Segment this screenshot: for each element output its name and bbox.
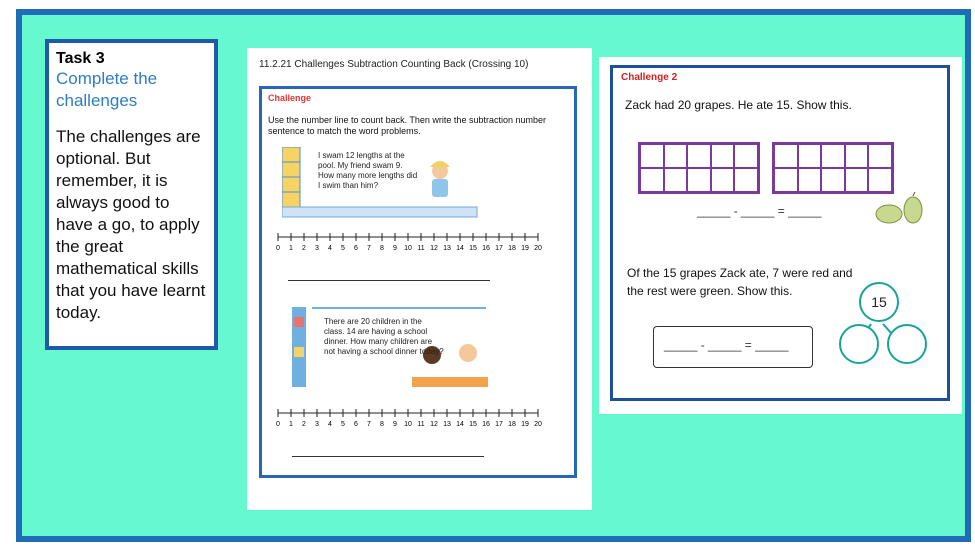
challenge-2-question-2: Of the 15 grapes Zack ate, 7 were red and the rest were green. Show this.: [627, 266, 853, 298]
number-line-label: 17: [495, 421, 503, 427]
number-line-label: 11: [417, 421, 425, 427]
number-line-label: 18: [508, 421, 516, 427]
number-line-label: 1: [289, 421, 293, 427]
number-line-label: 6: [354, 245, 358, 251]
number-line-label: 4: [328, 421, 332, 427]
number-line-label: 1: [289, 245, 293, 251]
number-line-label: 20: [534, 245, 542, 251]
number-line-label: 2: [302, 245, 306, 251]
challenge-2-label: Challenge 2: [621, 72, 678, 83]
problem-1-text: I swam 12 lengths at the pool. My friend swam 9. How many more lengths did I swim than him?: [318, 151, 418, 190]
challenge-2-card: [599, 57, 962, 414]
number-line-label: 12: [430, 245, 438, 251]
number-line-label: 9: [393, 245, 397, 251]
task-title: Task 3: [56, 50, 105, 67]
grapes-icon: [873, 192, 925, 226]
equation-2: _____ - _____ = _____: [664, 338, 789, 352]
challenge-instructions: Use the number line to count back. Then write the subtraction number sentence to match the word problems.: [268, 115, 546, 136]
part-circle-2: [887, 324, 927, 364]
number-line-label: 0: [276, 245, 280, 251]
number-line-label: 6: [354, 421, 358, 427]
number-line-label: 15: [469, 245, 477, 251]
number-line-label: 0: [276, 421, 280, 427]
number-line-label: 3: [315, 421, 319, 427]
number-line-label: 20: [534, 421, 542, 427]
ten-frame-1: [638, 142, 760, 194]
challenge-2-box: [610, 65, 950, 401]
number-line-label: 14: [456, 245, 464, 251]
number-line-label: 5: [341, 245, 345, 251]
number-line-label: 11: [417, 245, 425, 251]
number-line-label: 8: [380, 421, 384, 427]
number-line-label: 19: [521, 421, 529, 427]
task-panel: [45, 39, 218, 350]
number-line-label: 12: [430, 421, 438, 427]
number-line-label: 8: [380, 245, 384, 251]
number-line-label: 19: [521, 245, 529, 251]
number-line-label: 7: [367, 421, 371, 427]
number-line-1: [274, 231, 544, 251]
number-line-label: 13: [443, 245, 451, 251]
number-line-label: 17: [495, 245, 503, 251]
whole-circle: 15: [859, 282, 899, 322]
equation-1: _____ - _____ = _____: [697, 204, 822, 218]
number-line-label: 3: [315, 245, 319, 251]
number-line-label: 2: [302, 421, 306, 427]
number-line-label: 16: [482, 245, 490, 251]
part-circle-1: [839, 324, 879, 364]
challenge-label: Challenge: [268, 93, 312, 103]
ten-frame-2: [772, 142, 894, 194]
equation-2-box: [653, 326, 813, 368]
worksheet: [247, 48, 592, 510]
task-body: The challenges are optional. But remember, it is always good to have a go, to apply the great mathematical skills that you have learnt today.: [56, 127, 206, 322]
challenge-2-question-1: Zack had 20 grapes. He ate 15. Show this.: [625, 98, 852, 112]
worksheet-title: 11.2.21 Challenges Subtraction Counting Back (Crossing 10): [259, 59, 529, 70]
number-line-label: 9: [393, 421, 397, 427]
number-line-label: 10: [404, 421, 412, 427]
answer-line-1: [288, 280, 490, 281]
number-line-label: 15: [469, 421, 477, 427]
number-line-label: 4: [328, 245, 332, 251]
problem-2-text: There are 20 children in the class. 14 are having a school dinner. How many children are not having a school dinner today?: [324, 317, 444, 356]
answer-line-2: [292, 456, 484, 457]
number-line-label: 13: [443, 421, 451, 427]
number-line-label: 18: [508, 245, 516, 251]
number-line-label: 10: [404, 245, 412, 251]
number-line-label: 7: [367, 245, 371, 251]
number-line-label: 14: [456, 421, 464, 427]
task-subtitle: Complete the challenges: [56, 69, 158, 110]
challenge-box: [259, 86, 577, 478]
number-line-label: 16: [482, 421, 490, 427]
number-line-label: 5: [341, 421, 345, 427]
number-line-2: [274, 407, 544, 427]
